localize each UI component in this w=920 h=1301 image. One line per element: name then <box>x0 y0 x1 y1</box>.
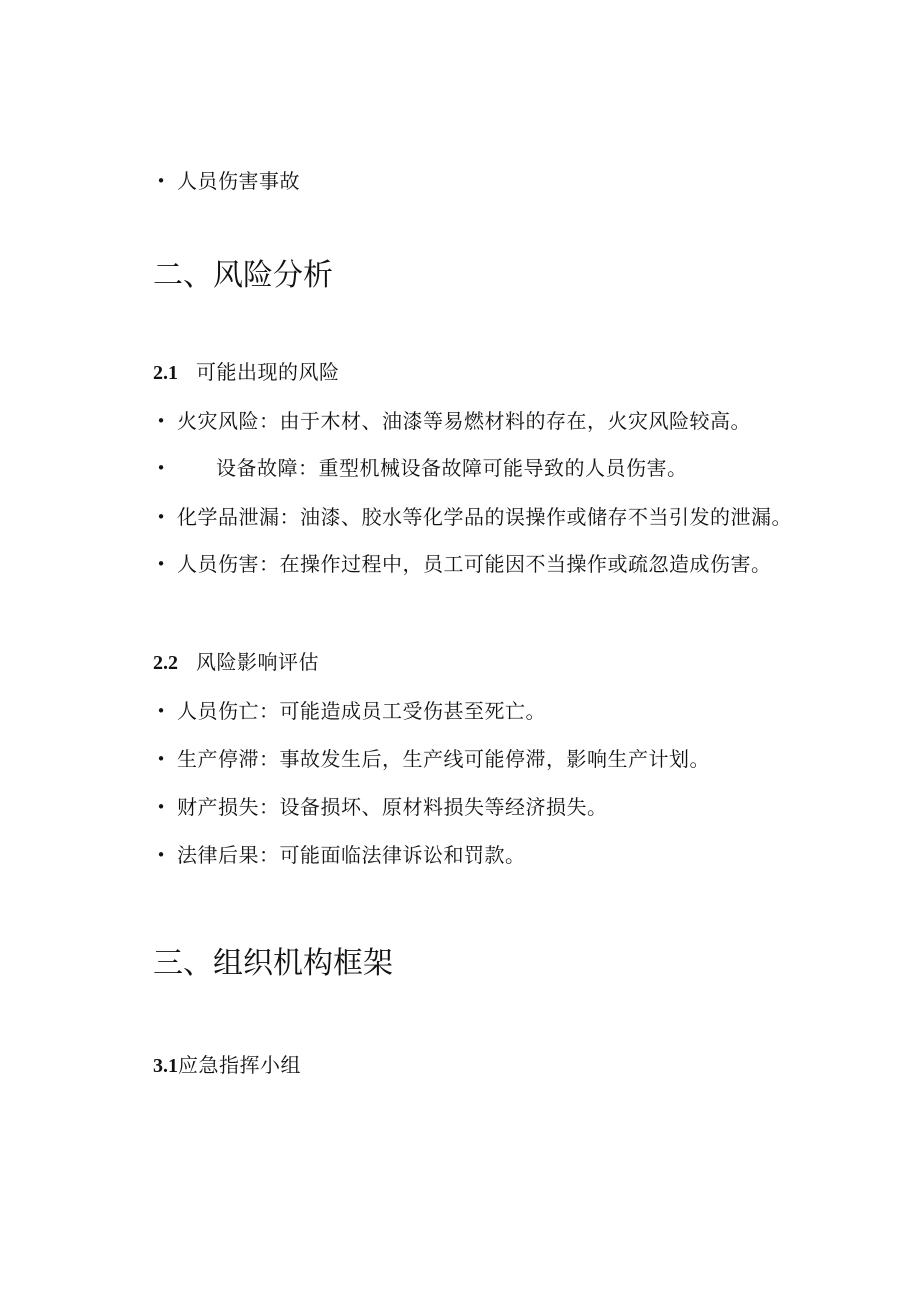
bullet-icon: • <box>156 459 166 477</box>
bullet-icon: • <box>156 798 166 816</box>
list-item-text: 生产停滞：事故发生后，生产线可能停滞，影响生产计划。 <box>177 747 710 771</box>
bullet-icon: • <box>156 172 166 190</box>
list-item-text: 火灾风险：由于木材、油漆等易燃材料的存在，火灾风险较高。 <box>177 409 751 433</box>
list-item-text: 法律后果：可能面临法律诉讼和罚款。 <box>177 843 526 867</box>
list-item-text: 设备故障：重型机械设备故障可能导致的人员伤害。 <box>216 456 688 480</box>
list-item-text: 财产损失：设备损坏、原材料损失等经济损失。 <box>177 795 608 819</box>
subheading-title: 可能出现的风险 <box>196 360 340 384</box>
subheading-impact-assessment <box>153 647 319 677</box>
section-heading-org-structure: 三、组织机构框架 <box>153 946 393 981</box>
bullet-icon: • <box>156 846 166 864</box>
subheading-number: 2.1 <box>153 362 178 384</box>
subheading-possible-risks <box>153 357 340 387</box>
list-item-text: 人员伤害：在操作过程中，员工可能因不当操作或疏忽造成伤害。 <box>177 552 772 576</box>
subheading-number: 3.1 <box>153 1055 178 1077</box>
subheading-title: 应急指挥小组 <box>178 1053 301 1077</box>
subheading-command-group <box>153 1050 301 1080</box>
bullet-icon: • <box>156 508 166 526</box>
bullet-icon: • <box>156 555 166 573</box>
section-heading-risk-analysis: 二、风险分析 <box>153 258 333 293</box>
list-item-text: 化学品泄漏：油漆、胶水等化学品的误操作或储存不当引发的泄漏。 <box>177 505 792 529</box>
bullet-icon: • <box>156 750 166 768</box>
bullet-icon: • <box>156 702 166 720</box>
bullet-icon: • <box>156 412 166 430</box>
subheading-title: 风险影响评估 <box>196 650 319 674</box>
list-item-text: 人员伤亡：可能造成员工受伤甚至死亡。 <box>177 699 546 723</box>
list-item-text: 人员伤害事故 <box>177 169 300 193</box>
subheading-number: 2.2 <box>153 652 178 674</box>
